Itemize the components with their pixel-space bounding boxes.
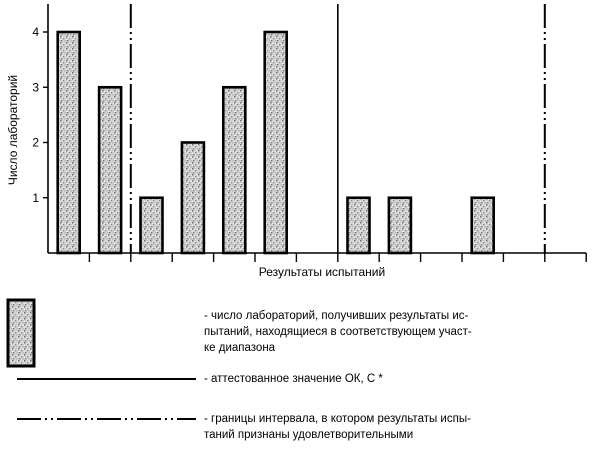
y-axis-label: Число лабораторий xyxy=(6,74,20,186)
bar xyxy=(58,32,80,253)
legend-solid-line-text: - аттестованное значение ОК, С * xyxy=(204,373,383,385)
y-tick-label: 1 xyxy=(32,190,39,205)
x-axis-label: Результаты испытаний xyxy=(258,265,386,279)
bar xyxy=(99,87,121,253)
legend-dashdot-line-text: - границы интервала, в котором результаты испы- таний признаны удовлетворительными xyxy=(204,413,471,441)
y-tick-label: 4 xyxy=(32,25,39,39)
bar xyxy=(348,198,370,253)
bar xyxy=(472,198,494,253)
bar xyxy=(389,198,411,253)
legend-bar-text: - число лабораторий, получивших результаты ис- пытаний, находящиеся в соответствующем участ- ке диапазона xyxy=(204,310,472,354)
bar xyxy=(223,87,245,253)
bar xyxy=(265,32,287,253)
y-tick-label: 2 xyxy=(32,135,39,150)
legend-bar-swatch xyxy=(8,300,34,366)
y-tick-label: 3 xyxy=(32,80,39,95)
bar xyxy=(141,198,163,253)
bar xyxy=(182,143,204,254)
plot-area xyxy=(32,4,586,262)
